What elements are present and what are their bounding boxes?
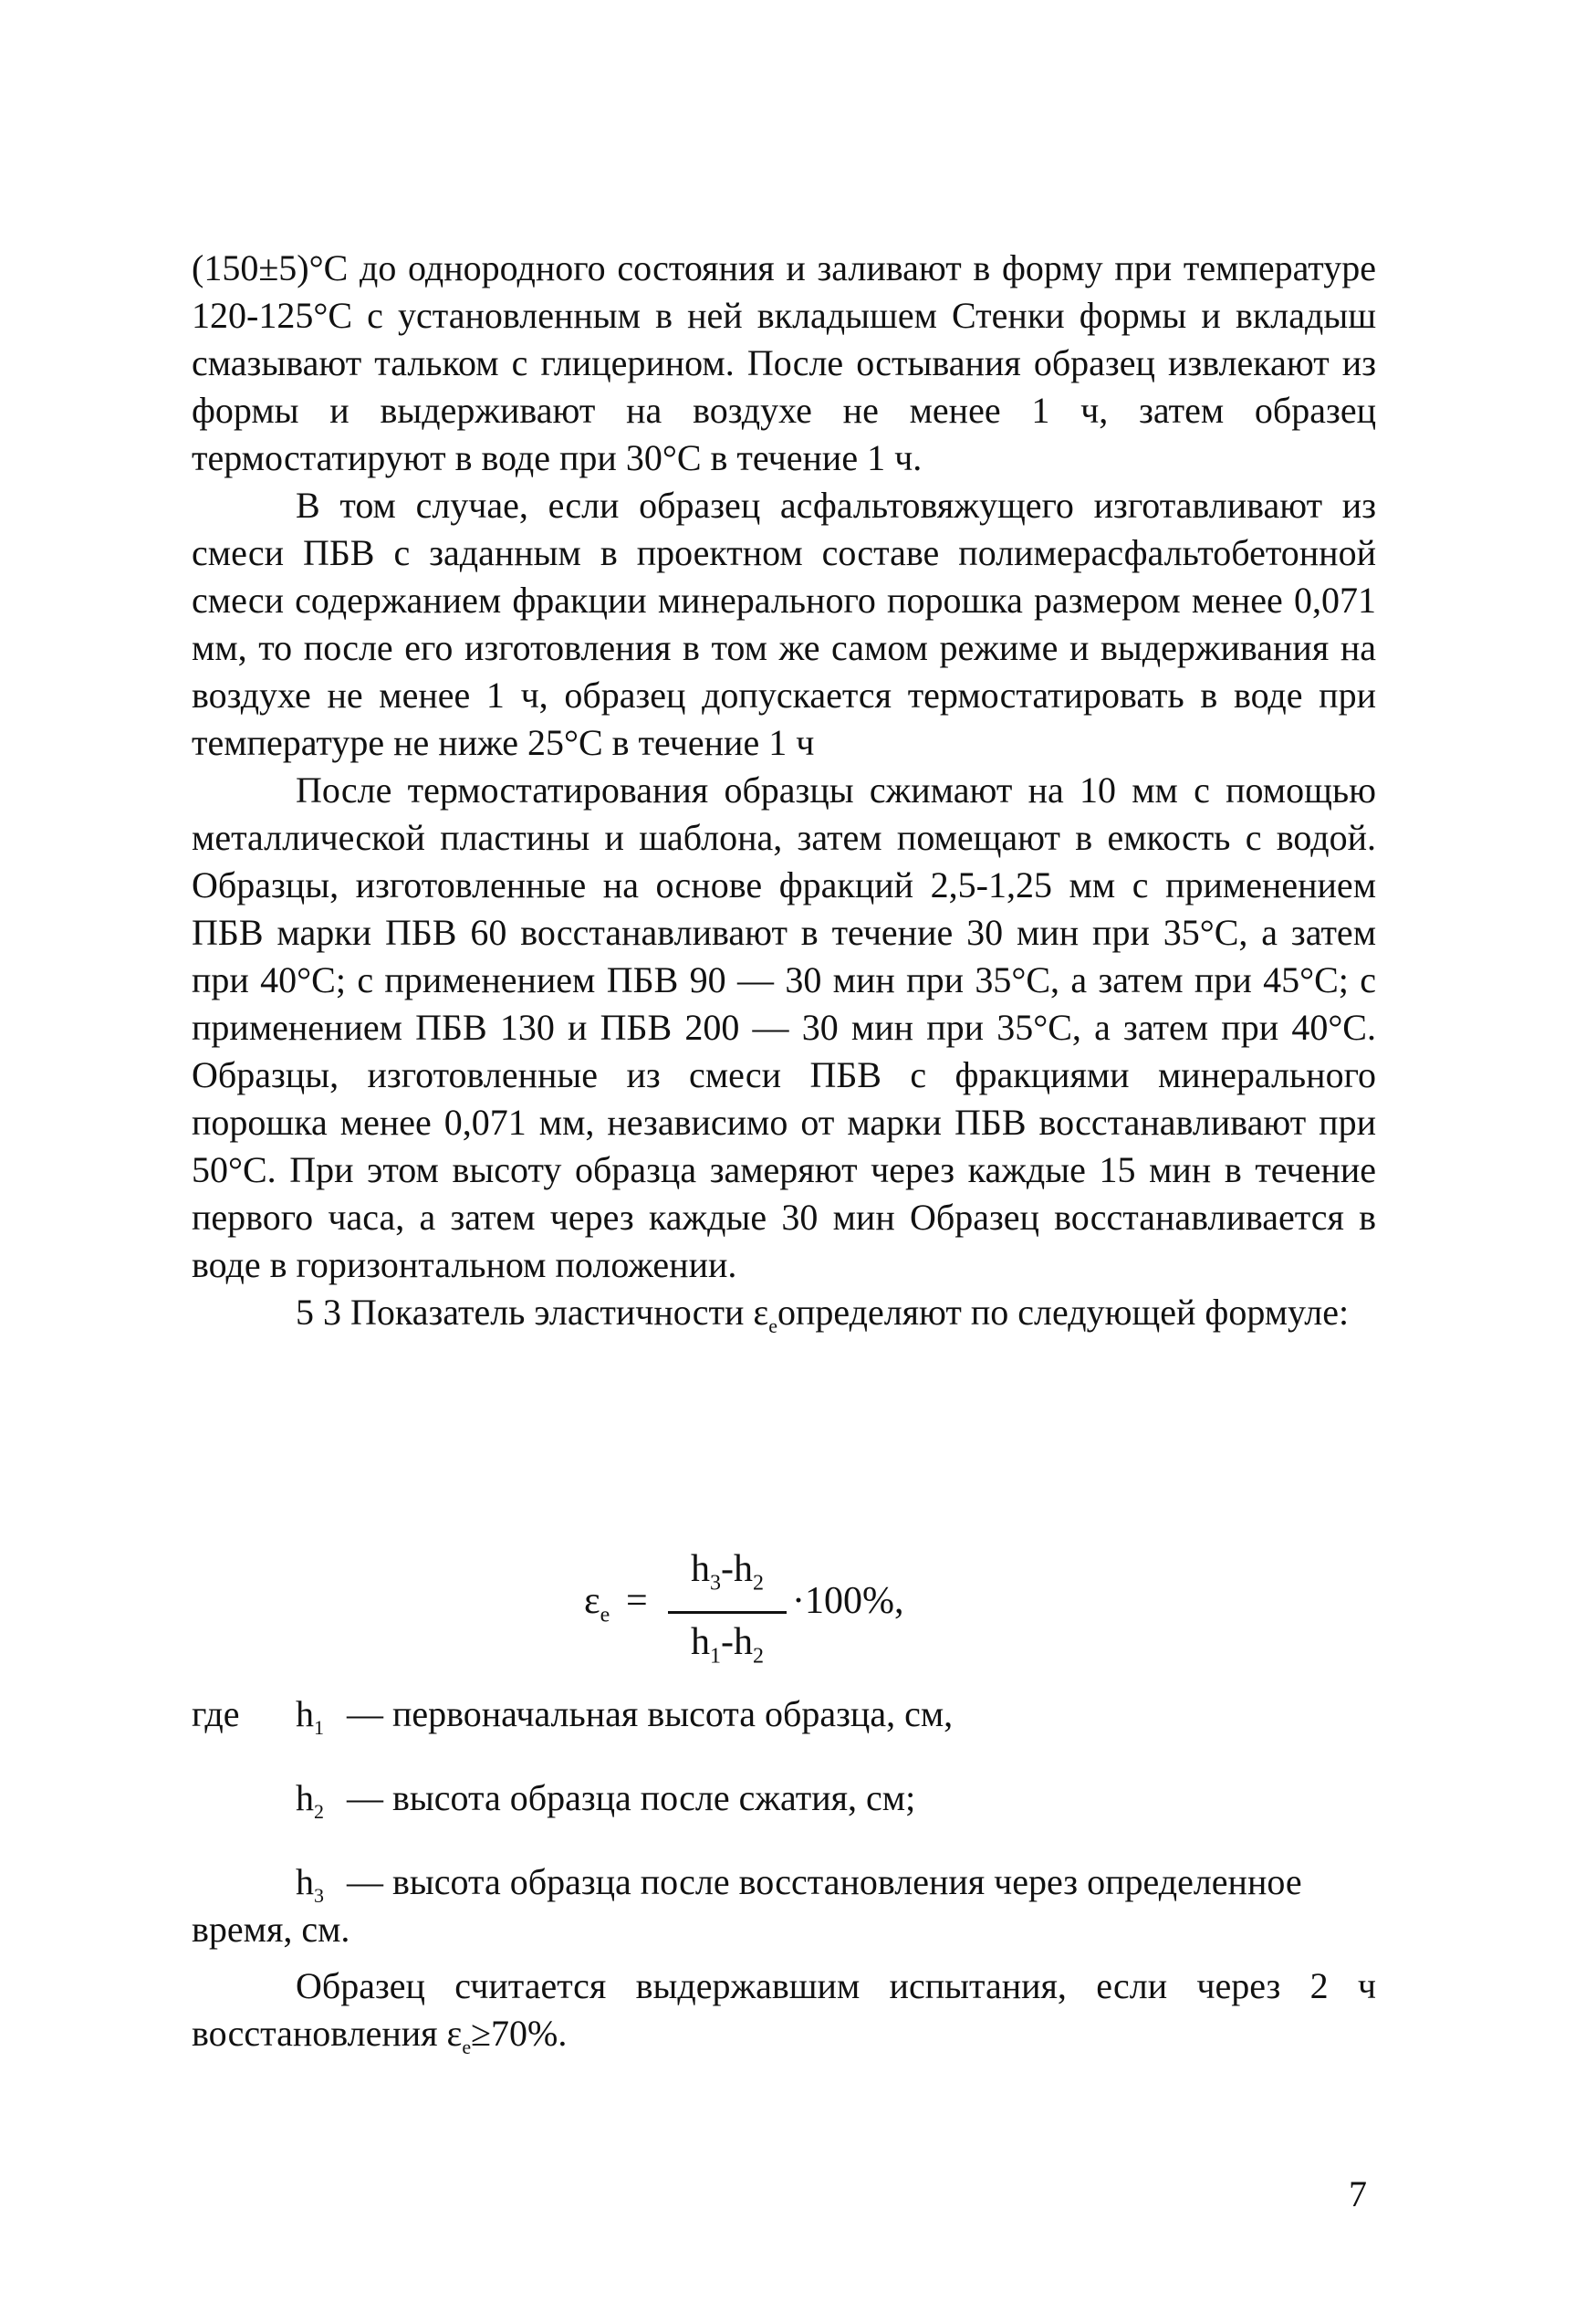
formula-equals: = [626, 1580, 648, 1622]
definition-text: — высота образца после сжатия, см; [347, 1777, 916, 1818]
final-symbol: ε [446, 2013, 463, 2054]
elasticity-formula [584, 1543, 1040, 1670]
formula-denominator: $h_1-h_2$ [691, 1621, 764, 1669]
where-label: где [192, 1693, 240, 1734]
definition-symbol: $h_2$ [296, 1777, 324, 1823]
final-symbol-subscript: е [462, 2036, 472, 2058]
paragraph-3: После термостатирования образцы сжимают на 10 мм с помощью металлической пластины и шаблона, затем помещают в емкость с водой. Образцы, изготовленные на основе фракций 2,5-1,25 мм с применением ПБВ марки ПБВ 60 восстанавливают в течение 30 мин при 35°С, а затем при 40°С; с применением ПБВ 90 — 30 мин при 35°С, а затем при 45°С; с применением ПБВ 130 и ПБВ 200 — 30 мин при 35°С, а затем при 40°С. Образцы, изготовленные из смеси ПБВ с фракциями минерального порошка менее 0,071 мм, независимо от марки ПБВ восстанавливают при 50°С. При этом высоту образца замеряют через каждые 15 мин в течение первого часа, а затем через каждые 30 мин Образец восстанавливается в воде в горизонтальном положении. [192, 769, 1376, 1285]
variable-definitions [192, 1690, 1376, 1950]
paragraph-2: В том случае, если образец асфальтовяжущего изготавливают из смеси ПБВ с заданным в проектном составе полимерасфальтобетонной смеси содержанием фракции минерального порошка размером менее 0,071 мм, то после его изготовления в том же самом режиме и выдерживания на воздухе не менее 1 ч, образец допускается термостатировать в воде при температуре не ниже 25°С в течение 1 ч [192, 485, 1376, 763]
definition-symbol: $h_3$ [296, 1861, 324, 1907]
final-text: Образец считается выдержавшим испытания, если через 2 ч восстановления [192, 1965, 1376, 2054]
elasticity-symbol-subscript: е [768, 1314, 777, 1337]
definition-h2 [192, 1774, 1376, 1822]
formula-fraction [668, 1543, 787, 1683]
page-number: 7 [1349, 2173, 1367, 2214]
definition-text: — высота образца после восстановления через определенное [347, 1861, 1302, 1902]
formula-lhs: $\varepsilon_е$ [584, 1580, 610, 1627]
section-5-3-suffix: определяют по следующей формуле: [777, 1292, 1350, 1333]
definition-text: — первоначальная высота образца, см, [347, 1693, 954, 1734]
final-paragraph [192, 1962, 1376, 2071]
elasticity-symbol: ε [753, 1292, 769, 1333]
fraction-bar [668, 1611, 787, 1614]
final-suffix: ≥70%. [471, 2013, 568, 2054]
formula-numerator: $h_3-h_2$ [691, 1548, 764, 1596]
definition-h1 [192, 1690, 1376, 1738]
body-text [192, 245, 1376, 1350]
formula-multiplier: ·100%, [792, 1580, 904, 1622]
definition-continuation: время, см. [192, 1909, 350, 1950]
paragraph-section-5-3 [192, 1289, 1376, 1350]
definition-h3 [192, 1858, 1376, 1906]
paragraph-1: (150±5)°С до однородного состояния и заливают в форму при температуре 120-125°С с установленным в ней вкладышем Стенки формы и вкладыш смазывают тальком с глицерином. После остывания образец извлекают из формы и выдерживают на воздухе не менее 1 ч, затем образец термостатируют в воде при 30°С в течение 1 ч. [192, 247, 1376, 478]
section-5-3-prefix: 5 3 Показатель эластичности [296, 1292, 754, 1333]
definition-symbol: $h_1$ [296, 1693, 324, 1739]
